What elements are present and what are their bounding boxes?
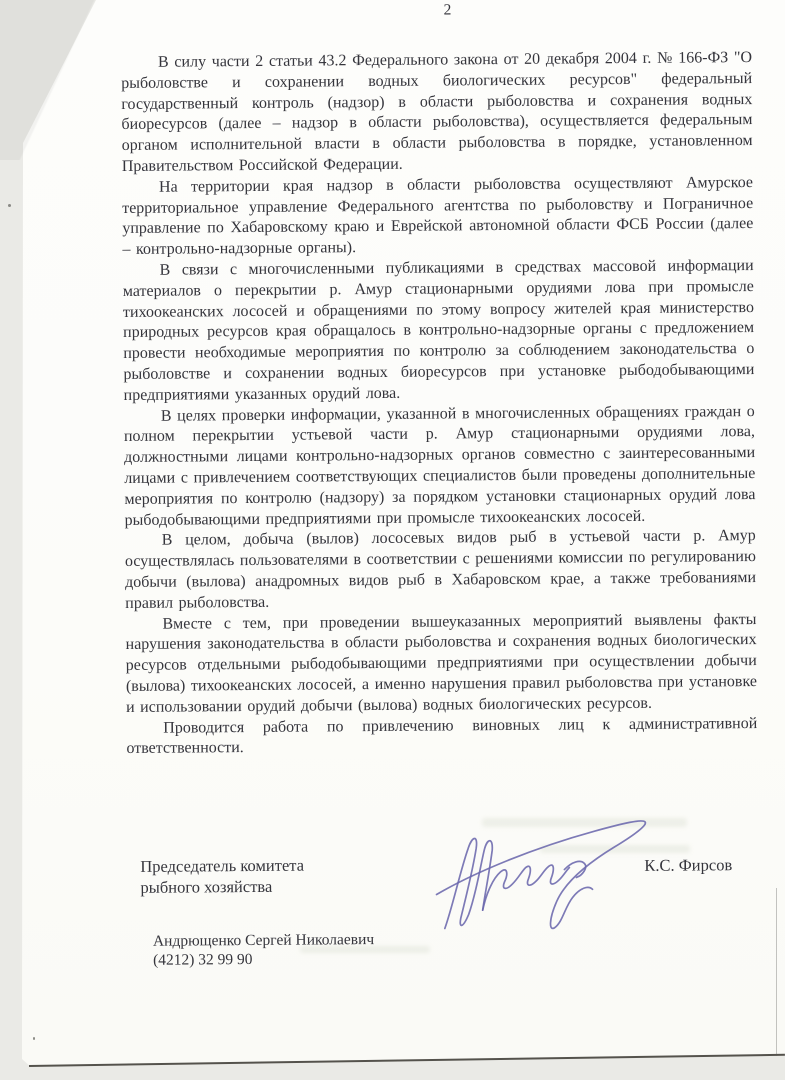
- paragraph-liability-work: Проводится работа по привлечению виновных лиц к административной ответственности.: [126, 714, 758, 758]
- signatory-name: К.С. Фирсов: [644, 855, 733, 875]
- executor-phone: (4212) 32 99 90: [153, 950, 253, 969]
- signature-stroke-initials: [444, 838, 493, 928]
- paragraph-catch-compliance: В целом, добыча (вылов) лососевых видов рыб в устьевой части р. Амур осуществлялась пользователями в соответствии с решениями комиссии по регулированию добычи (вылова) анадромных видов рыб в Хабаровском крае, а также требованиями правил рыболовства.: [124, 527, 757, 612]
- paragraph-inspection-measures: В целях проверки информации, указанной в многочисленных обращениях граждан о полном перекрытии устьевой части р. Амур стационарными орудиями лова, должностными лицами контрольно-надзорных органов совместно с заинтересованными лицами с привлечением соответствующих специалистов были проведены дополнительные мероприятия по контролю (надзору) за порядком установки стационарных орудий лова рыбодобывающими предприятиями при промысле тихоокеанских лососей.: [123, 402, 756, 529]
- signatory-position: [140, 855, 304, 898]
- handwritten-signature: [414, 808, 675, 942]
- paragraph-law-basis: В силу части 2 статьи 43.2 Федерального закона от 20 декабря 2004 г. № 166-ФЗ "О рыболовстве и сохранении водных биологических ресурсов" федеральный государственный контроль (надзор) в области рыболовства и сохранения водных биоресурсов (далее – надзор в области рыболовства), осуществляется федеральным органом исполнительной власти в области рыболовства в порядке, установленном Правительством Российской Федерации.: [121, 49, 753, 175]
- paragraph-violations-found: Вместе с тем, при проведении вышеуказанных мероприятий выявлены факты нарушения законодательства в области рыболовства и сохранения водных биологических ресурсов отдельными рыбодобывающими предприятиями при осуществлении добычи (вылова) тихоокеанских лососей, а именно нарушения правил рыболовства при установке и использовании орудий добычи (вылова) водных биологических ресурсов.: [125, 610, 757, 716]
- executor-name: Андрющенко Сергей Николаевич: [152, 931, 375, 950]
- paragraph-supervisory-bodies: На территории края надзор в области рыболовства осуществляют Амурское территориальное управление Федерального агентства по рыболовству и Пограничное управление по Хабаровскому краю и Еврейской автономной области ФСБ России (далее – контрольно-надзорные органы).: [122, 173, 754, 259]
- paragraph-media-publications: В связи с многочисленными публикациями в средствах массовой информации материалов о перекрытии р. Амур стационарными орудиями лова при промысле тихоокеанских лососей и обращениями по этому вопросу жителей края министерство природных ресурсов края обращалось в контрольно-надзорные органы с предложением провести необходимые мероприятия по контролю за соблюдением законодательства о рыболовстве и сохранении водных биоресурсов при установке рыбодобывающими предприятиями указанных орудий лова.: [122, 256, 755, 404]
- letter-body: [121, 48, 758, 760]
- executor-contact: [153, 930, 375, 970]
- signatory-position-line2: рыбного хозяйства: [140, 876, 273, 897]
- signatory-position-line1: Председатель комитета: [140, 855, 305, 876]
- page-number: 2: [443, 1, 452, 19]
